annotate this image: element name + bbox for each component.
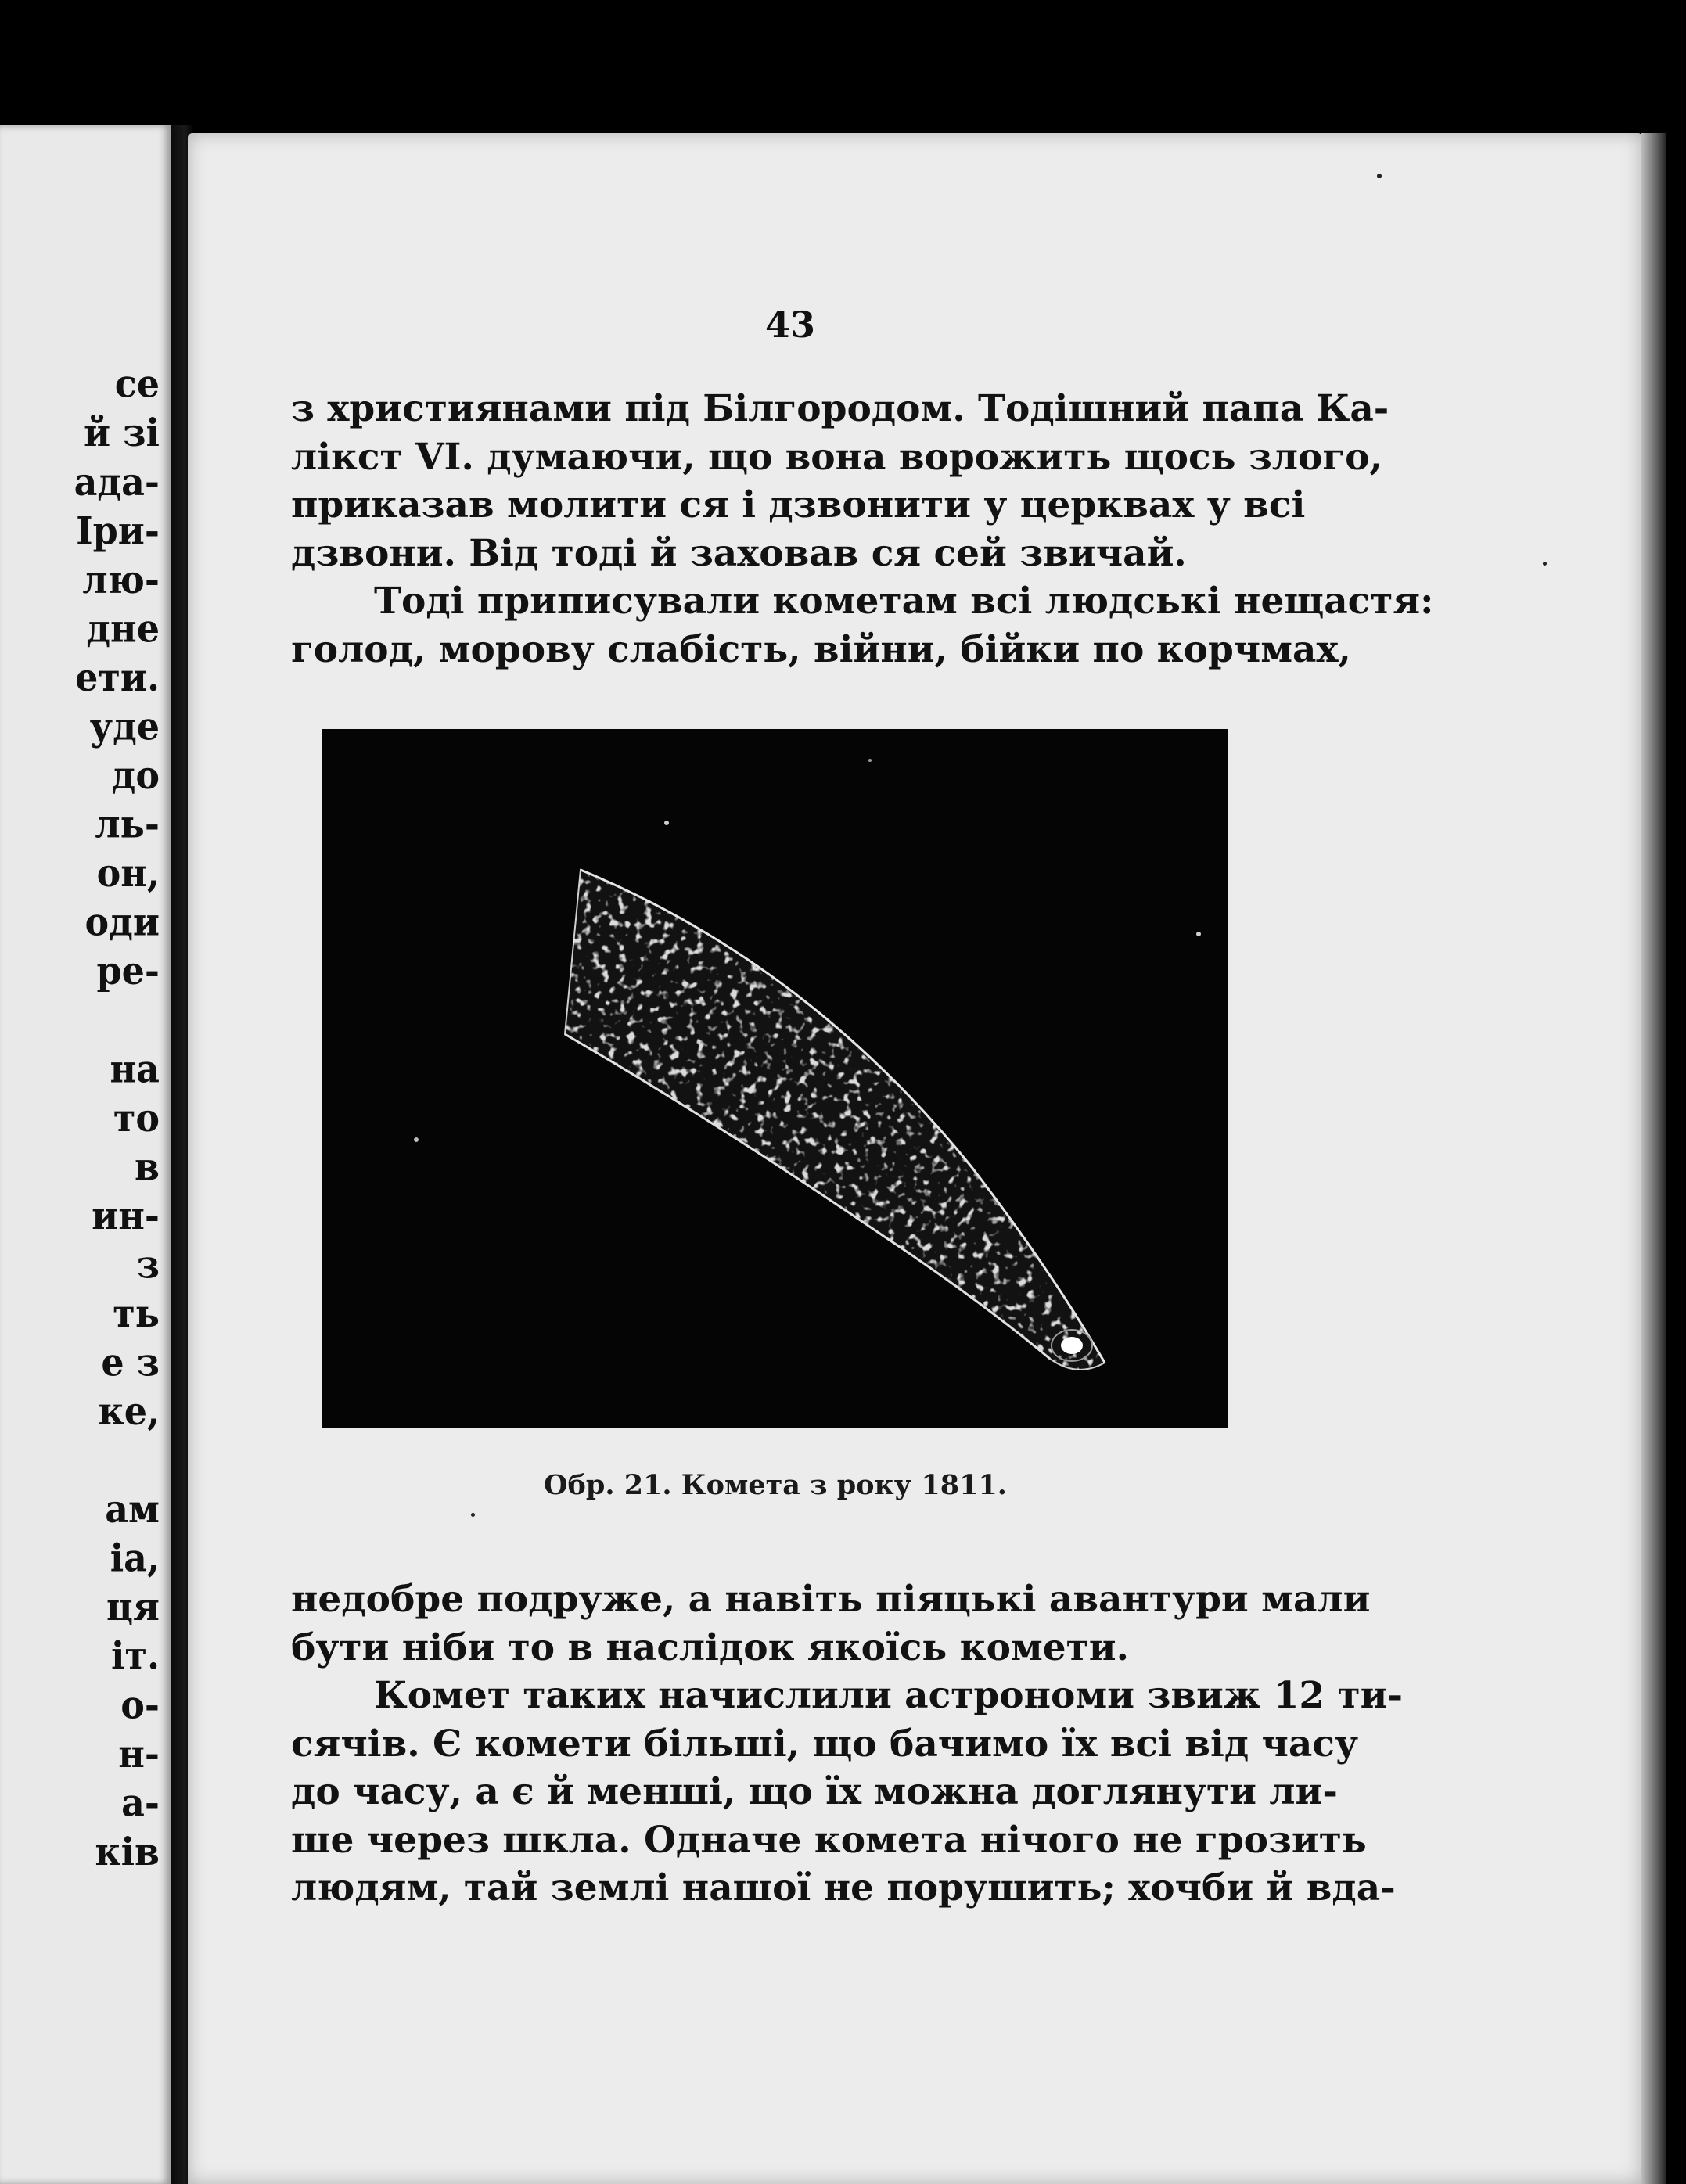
fragment: ль- [95, 801, 160, 847]
body-text-bottom [291, 1575, 1403, 1913]
text-line: Тоді приписували кометам всі людські нещастя: [374, 580, 1434, 623]
fragment: н- [118, 1731, 160, 1776]
paper-speck [471, 1513, 475, 1517]
figure-caption: Обр. 21. Комета з року 1811. [544, 1469, 1007, 1501]
text-line: ше через шкла. Одначе комета нічого не грозить [291, 1818, 1367, 1862]
comet-drawing [322, 729, 1228, 1428]
paper-speck [1377, 174, 1382, 178]
fragment: о- [120, 1682, 160, 1727]
fragment: й зі [84, 410, 160, 455]
body-text-top [291, 385, 1434, 674]
fragment: се [114, 361, 160, 407]
text-line: з християнами під Білгородом. Тодішний папа Ка- [291, 387, 1389, 430]
paper-speck [1543, 562, 1547, 566]
text-line: бути ніби то в наслідок якоїсь комети. [291, 1625, 1130, 1669]
fragment: ети. [75, 655, 160, 700]
fragment: оди [84, 900, 160, 945]
text-line: людям, тай землі нашої не порушить; хочби й вда- [291, 1866, 1396, 1909]
star [414, 1137, 419, 1142]
fragment: ада- [74, 459, 160, 505]
star [664, 821, 669, 825]
fragment [74, 996, 160, 1045]
fragment: в [135, 1144, 160, 1189]
fragment: до [111, 753, 160, 798]
star [1196, 932, 1201, 936]
page-stack-edge [1641, 133, 1666, 2184]
fragment: ам [105, 1486, 160, 1532]
fragment: ця [106, 1584, 160, 1629]
fragment: уде [89, 703, 160, 749]
text-line: голод, морову слабість, війни, бійки по корчмах, [291, 627, 1351, 671]
fragment: ків [95, 1829, 160, 1874]
text-line: дзвони. Від тоді й заховав ся сей звичай. [291, 531, 1187, 575]
text-line: недобре подруже, а навіть піяцькі авантури мали [291, 1578, 1371, 1621]
fragment: Іри- [76, 508, 160, 553]
fragment [74, 1436, 160, 1485]
fragment: а- [121, 1780, 160, 1826]
fragment: ре- [96, 948, 160, 993]
previous-page-edge [0, 125, 171, 2184]
text-line: приказав молити ся і дзвонити у церквах у всі [291, 483, 1306, 526]
fragment: іт. [111, 1633, 160, 1679]
fragment: з [136, 1241, 160, 1288]
previous-page-line-fragments [74, 360, 160, 1877]
text-line: сячів. Є комети більші, що бачимо їх всі від часу [291, 1722, 1359, 1766]
fragment: на [110, 1046, 160, 1091]
fragment: то [113, 1095, 160, 1140]
fragment: ке, [98, 1388, 160, 1434]
fragment: іа, [110, 1536, 160, 1581]
text-line: до часу, а є й менші, що їх можна доглянути ли- [291, 1770, 1338, 1813]
fragment: дне [86, 605, 160, 652]
fragment: ин- [92, 1193, 160, 1238]
comet-illustration [322, 729, 1228, 1428]
fragment: е з [101, 1339, 160, 1385]
fragment: лю- [82, 557, 160, 602]
fragment: ть [113, 1291, 160, 1336]
text-line: Комет таких начислили астрономи звиж 12 ти- [374, 1674, 1403, 1717]
star [868, 759, 872, 762]
text-line: лікст VI. думаючи, що вона ворожить щось злого, [291, 435, 1382, 479]
fragment: он, [96, 850, 160, 896]
page-number: 43 [764, 304, 815, 346]
